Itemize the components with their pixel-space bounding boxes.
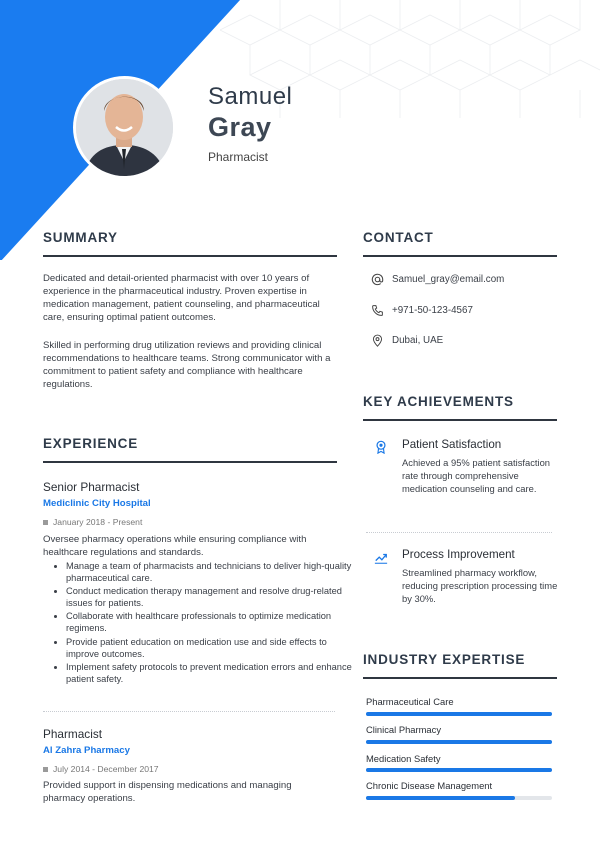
skill-bar-fill (366, 740, 552, 744)
calendar-icon (43, 767, 48, 772)
experience-rule (43, 461, 337, 463)
job-bullets (52, 560, 352, 686)
skill-label: Clinical Pharmacy (366, 724, 442, 735)
job-bullet: • Conduct medication therapy management and resolve drug-related issues for patients. (66, 585, 352, 609)
skill-bar (366, 740, 552, 744)
job-dates (43, 764, 159, 774)
job-role: Pharmacist (208, 150, 269, 164)
phone-text: +971-50-123-4567 (392, 305, 473, 316)
job-dates (43, 517, 142, 527)
skill-bar-fill (366, 768, 552, 772)
achievement-title: Process Improvement (402, 548, 515, 561)
first-name: Samuel (208, 83, 293, 110)
job-bullet: • Collaborate with healthcare professionals to optimize medication regimens. (66, 610, 352, 634)
company-name: Al Zahra Pharmacy (43, 745, 130, 756)
job-bullet: • Manage a team of pharmacists and technicians to deliver high-quality pharmaceutical care. (66, 560, 352, 584)
skill-label: Chronic Disease Management (366, 780, 493, 791)
calendar-icon (43, 520, 48, 525)
summary-rule (43, 255, 337, 257)
achievement-desc: Streamlined pharmacy workflow, reducing prescription processing time by 30%. (402, 567, 558, 604)
achievements-rule (363, 419, 557, 421)
skill-bar (366, 712, 552, 716)
map-pin-icon (371, 334, 384, 347)
email-text: Samuel_gray@email.com (392, 274, 505, 285)
job-dates-text: July 2014 - December 2017 (53, 764, 159, 774)
profile-photo (76, 79, 173, 176)
job-description: Oversee pharmacy operations while ensuring compliance with healthcare regulations and standards. (43, 534, 307, 558)
award-icon (374, 440, 388, 454)
job-description: Provided support in dispensing medications and managing pharmacy operations. (43, 780, 292, 804)
location-text: Dubai, UAE (392, 335, 444, 346)
skill-bar (366, 768, 552, 772)
company-name: Mediclinic City Hospital (43, 498, 151, 509)
skill-bar (366, 796, 552, 800)
expertise-rule (363, 677, 557, 679)
summary-heading: SUMMARY (43, 230, 118, 245)
contact-heading: CONTACT (363, 230, 434, 245)
contact-rule (363, 255, 557, 257)
experience-heading: EXPERIENCE (43, 436, 139, 451)
phone-icon (371, 304, 384, 317)
summary-paragraph-2: Skilled in performing drug utilization reviews and providing clinical recommendations to healthcare teams. Strong communicator with a commitment to patient safety and compliance with healthcare regulations. (43, 340, 331, 390)
contact-email[interactable] (371, 273, 504, 286)
job-divider (43, 711, 335, 712)
achievement-divider (366, 532, 552, 533)
expertise-heading: INDUSTRY EXPERTISE (363, 652, 526, 667)
contact-location (371, 334, 443, 347)
job-title: Senior Pharmacist (43, 480, 140, 494)
skill-label: Pharmaceutical Care (366, 696, 454, 707)
achievement-title: Patient Satisfaction (402, 438, 502, 451)
at-icon (371, 273, 384, 286)
skill-label: Medication Safety (366, 753, 441, 764)
last-name: Gray (208, 112, 272, 142)
summary-paragraph-1: Dedicated and detail-oriented pharmacist with over 10 years of experience in the pharmaceutical industry. Proven expertise in medication management, patient counseling, and pharmaceutical care, ensuring optimal patient outcomes. (43, 273, 320, 323)
job-title: Pharmacist (43, 727, 103, 741)
job-dates-text: January 2018 - Present (53, 517, 143, 527)
job-bullet: • Provide patient education on medication use and side effects to improve outcomes. (66, 636, 352, 660)
achievement-desc: Achieved a 95% patient satisfaction rate through comprehensive medication counseling and care. (402, 457, 551, 494)
job-bullet: • Implement safety protocols to prevent medication errors and enhance patient safety. (66, 661, 352, 685)
trend-up-icon (374, 551, 388, 565)
contact-phone[interactable] (371, 304, 473, 317)
skill-bar-fill (366, 712, 552, 716)
achievements-heading: KEY ACHIEVEMENTS (363, 394, 514, 409)
skill-bar-fill (366, 796, 515, 800)
